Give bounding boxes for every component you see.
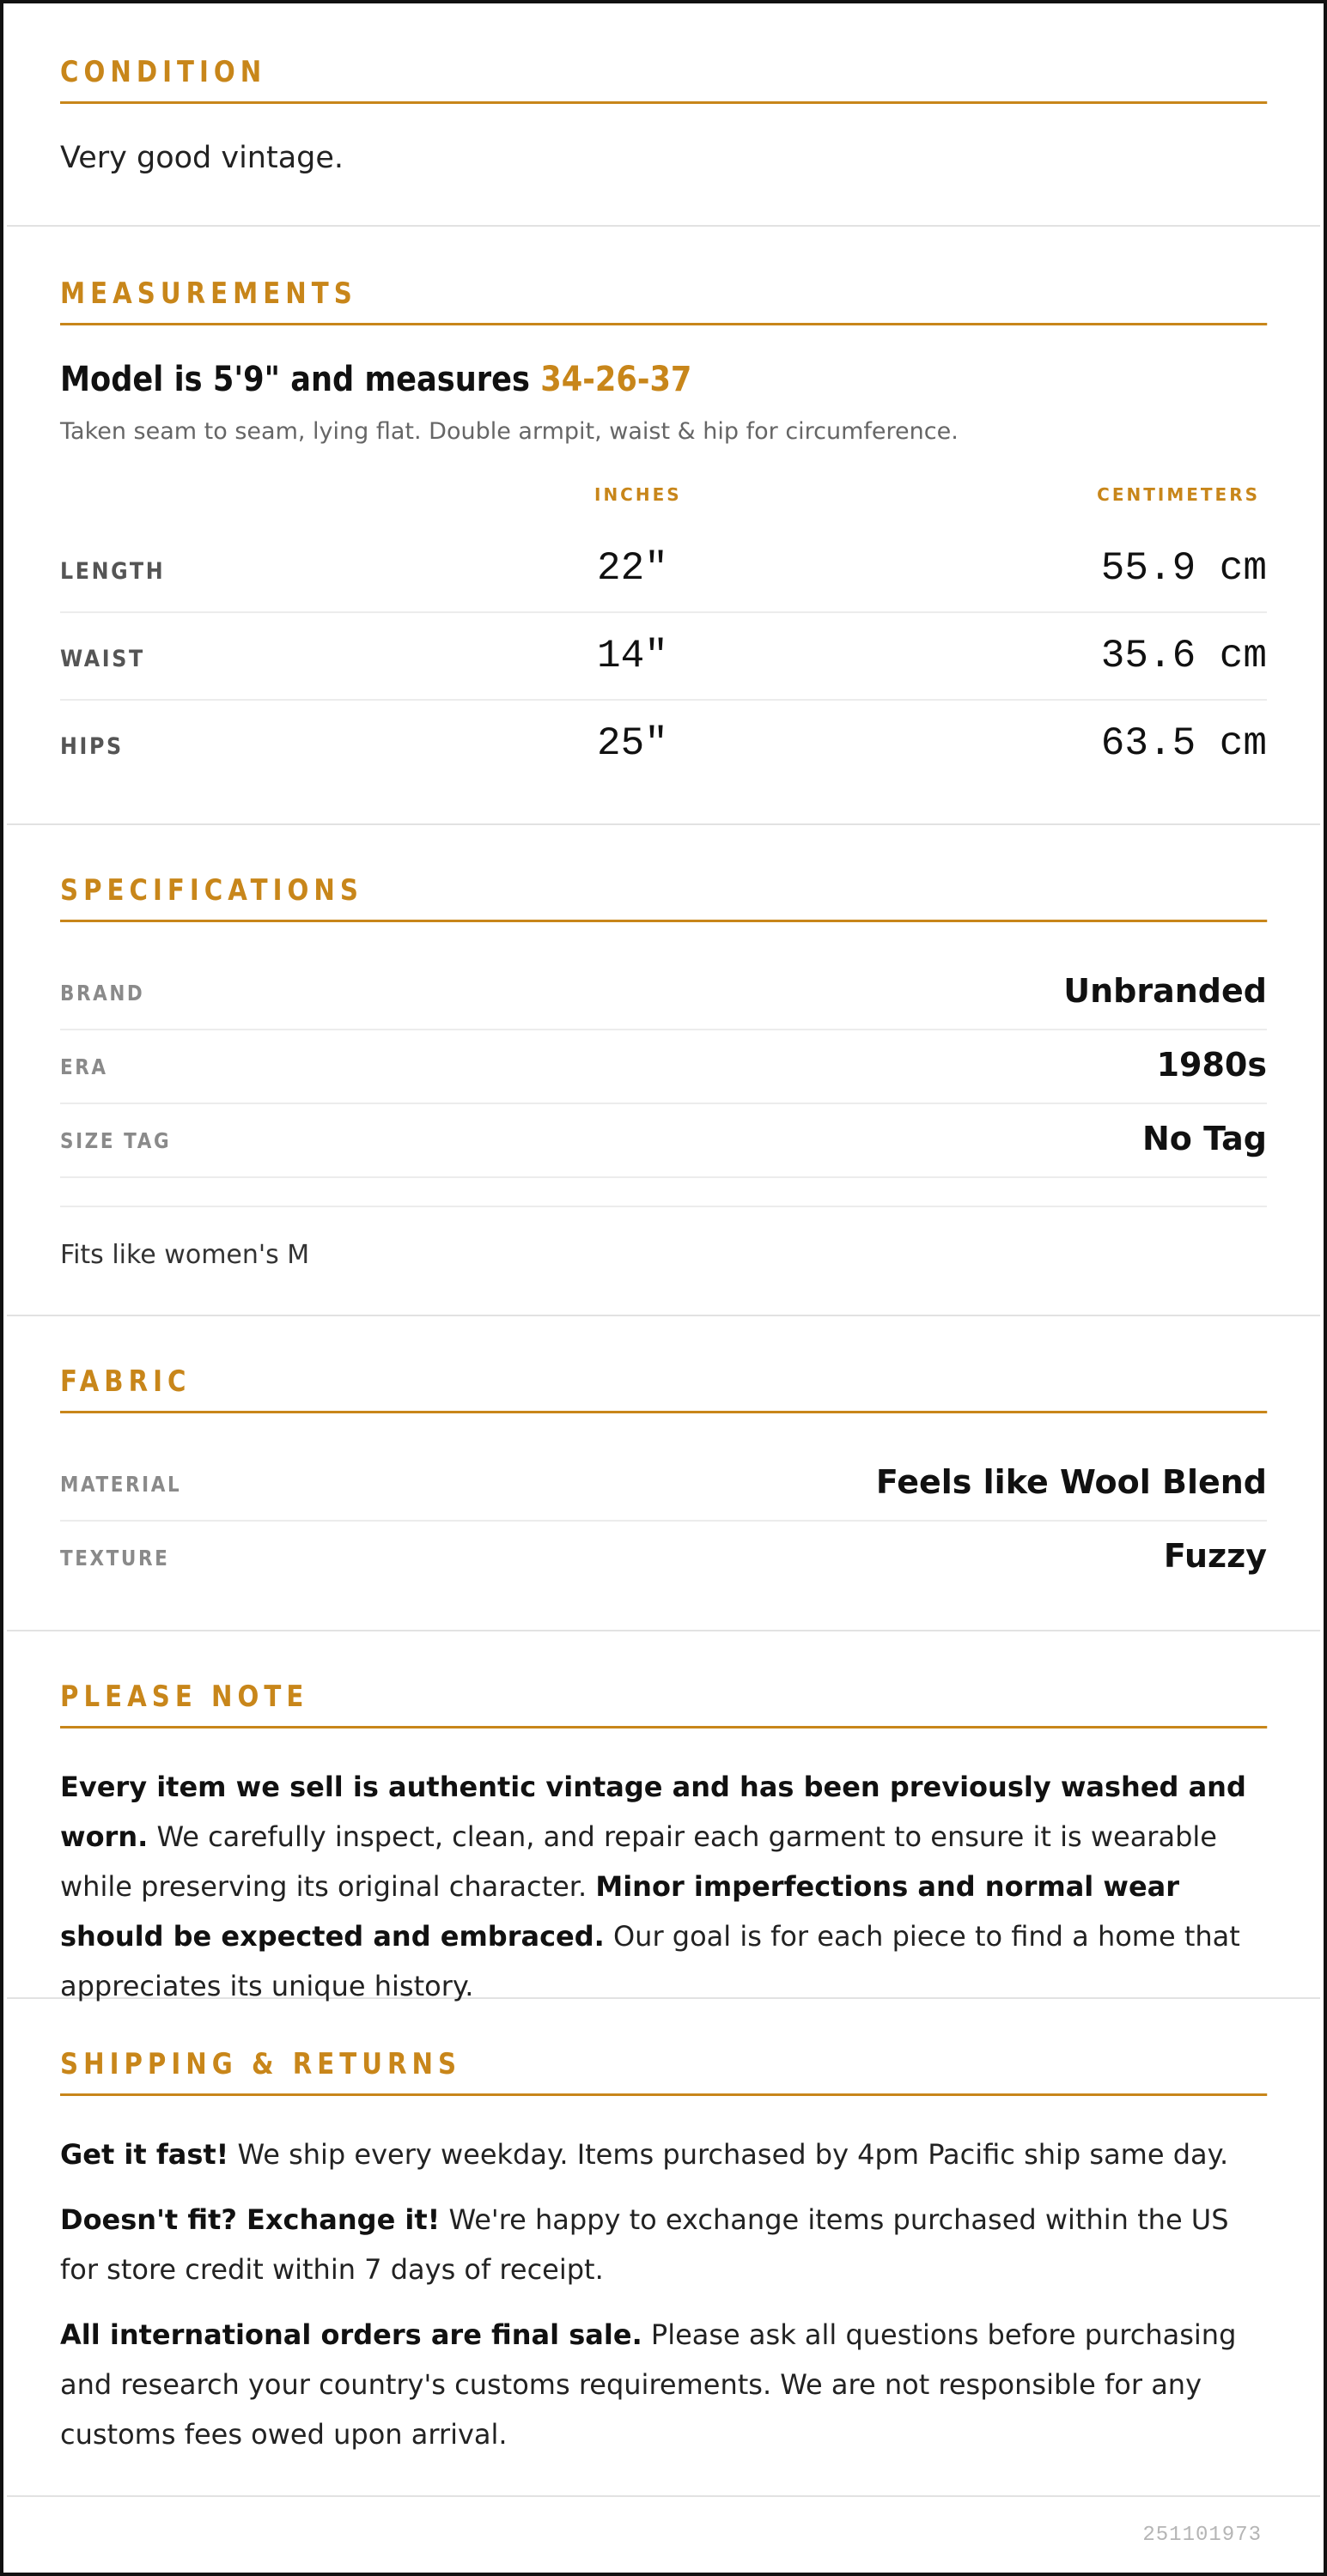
spec-label: BRAND: [60, 981, 145, 1005]
measurement-row: [60, 701, 1267, 788]
spec-label: SIZE TAG: [60, 1128, 172, 1153]
inches-column-header: INCHES: [594, 484, 682, 505]
spec-label: ERA: [60, 1054, 108, 1079]
specifications-heading: SPECIFICATIONS: [60, 873, 1267, 922]
please-note-heading: PLEASE NOTE: [60, 1680, 1267, 1728]
measurements-heading: MEASUREMENTS: [60, 276, 1267, 325]
note-text-1: We carefully inspect, clean, and repair each garment to ensure it is wearable while preserving its original character.: [60, 1820, 1217, 1903]
measurement-row: [60, 613, 1267, 701]
item-id: 251101973: [1142, 2524, 1262, 2547]
fit-note: Fits like women's M: [60, 1240, 310, 1270]
spec-value: No Tag: [1141, 1120, 1267, 1157]
measurement-inches: 25": [597, 721, 668, 766]
note-bold-2: Minor imperfections and normal wear should be expected and embraced.: [60, 1870, 1180, 1953]
shipping-body: We ship every weekday. Items purchased by 4pm Pacific ship same day.: [228, 2138, 1229, 2171]
measurement-row: [60, 526, 1267, 613]
shipping-paragraph: [60, 2129, 1267, 2179]
fabric-label: MATERIAL: [60, 1472, 182, 1497]
spec-value: Unbranded: [1063, 972, 1267, 1010]
condition-section: [7, 3, 1320, 227]
note-text-2: Our goal is for each piece to find a home that appreciates its unique history.: [60, 1920, 1240, 2002]
spec-row: [60, 957, 1267, 1030]
spec-divider: [60, 1206, 1267, 1207]
spec-row: [60, 1104, 1267, 1178]
shipping-bold: Doesn't fit? Exchange it!: [60, 2203, 441, 2236]
measurement-cm: 35.6 cm: [1100, 634, 1267, 678]
measurement-label: WAIST: [60, 646, 145, 672]
centimeters-column-header: CENTIMETERS: [1097, 484, 1260, 505]
condition-heading: CONDITION: [60, 55, 1267, 104]
shipping-paragraph: [60, 2195, 1267, 2294]
measurement-note: Taken seam to seam, lying flat. Double armpit, waist & hip for circumference.: [60, 418, 959, 445]
model-prefix: Model is 5'9" and measures: [60, 360, 541, 399]
model-figures: 34-26-37: [540, 360, 692, 399]
fabric-value: Feels like Wool Blend: [875, 1463, 1267, 1501]
shipping-heading: SHIPPING & RETURNS: [60, 2047, 1267, 2096]
spec-row: [60, 1030, 1267, 1104]
fabric-label: TEXTURE: [60, 1546, 170, 1571]
measurement-cm: 55.9 cm: [1100, 546, 1267, 591]
shipping-text: [60, 2129, 1267, 2475]
fabric-row: [60, 1448, 1267, 1522]
fabric-heading: FABRIC: [60, 1364, 1267, 1413]
condition-text: Very good vintage.: [60, 141, 344, 175]
model-measurements: [60, 360, 691, 399]
shipping-body: We're happy to exchange items purchased within the US for store credit within 7 days of receipt.: [60, 2203, 1229, 2286]
measurement-label: HIPS: [60, 733, 124, 760]
fabric-row: [60, 1522, 1267, 1595]
shipping-bold: Get it fast!: [60, 2138, 229, 2171]
spec-value: 1980s: [1156, 1046, 1267, 1084]
shipping-bold: All international orders are final sale.: [60, 2318, 642, 2351]
please-note-text: [60, 1762, 1267, 2011]
shipping-paragraph: [60, 2310, 1267, 2459]
measurement-cm: 63.5 cm: [1100, 721, 1267, 766]
measurement-inches: 14": [597, 634, 668, 678]
fabric-value: Fuzzy: [1163, 1537, 1267, 1575]
shipping-body: Please ask all questions before purchasing and research your country's customs requirements. We are not responsible for any customs fees owed upon arrival.: [60, 2318, 1237, 2451]
measurement-label: LENGTH: [60, 558, 166, 585]
note-bold-1: Every item we sell is authentic vintage and has been previously washed and worn.: [60, 1771, 1246, 1853]
measurement-inches: 22": [597, 546, 668, 591]
